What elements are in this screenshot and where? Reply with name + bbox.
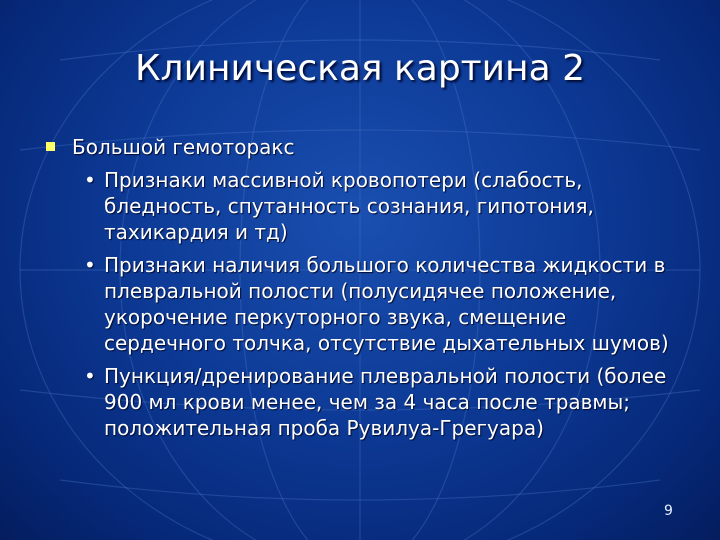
sub-bullet-item: [84, 167, 684, 245]
slide-title: Клиническая картина 2: [135, 48, 585, 89]
sub-bullet-item: [84, 252, 684, 356]
square-bullet-icon: [46, 142, 55, 151]
sub-bullet-text: Пункция/дренирование плевральной полости (более 900 мл крови менее, чем за 4 часа после травмы; положительная проба Рувилуа-Грегуара): [104, 364, 667, 440]
main-bullet-item: [44, 134, 684, 160]
slide-body: [44, 134, 684, 441]
dot-bullet-icon: •: [84, 168, 96, 192]
sub-bullet-list: [44, 167, 684, 441]
sub-bullet-item: [84, 363, 684, 441]
sub-bullet-text: Признаки массивной кровопотери (слабость, бледность, спутанность сознания, гипотония, тахикардия и тд): [104, 168, 594, 244]
main-bullet-text: Большой гемоторакс: [72, 135, 295, 159]
page-number: 9: [664, 503, 673, 519]
dot-bullet-icon: •: [84, 364, 96, 388]
dot-bullet-icon: •: [84, 253, 96, 277]
sub-bullet-text: Признаки наличия большого количества жидкости в плевральной полости (полусидячее положение, укорочение перкуторного звука, смещение сердечного толчка, отсутствие дыхательных шумов): [104, 253, 669, 355]
